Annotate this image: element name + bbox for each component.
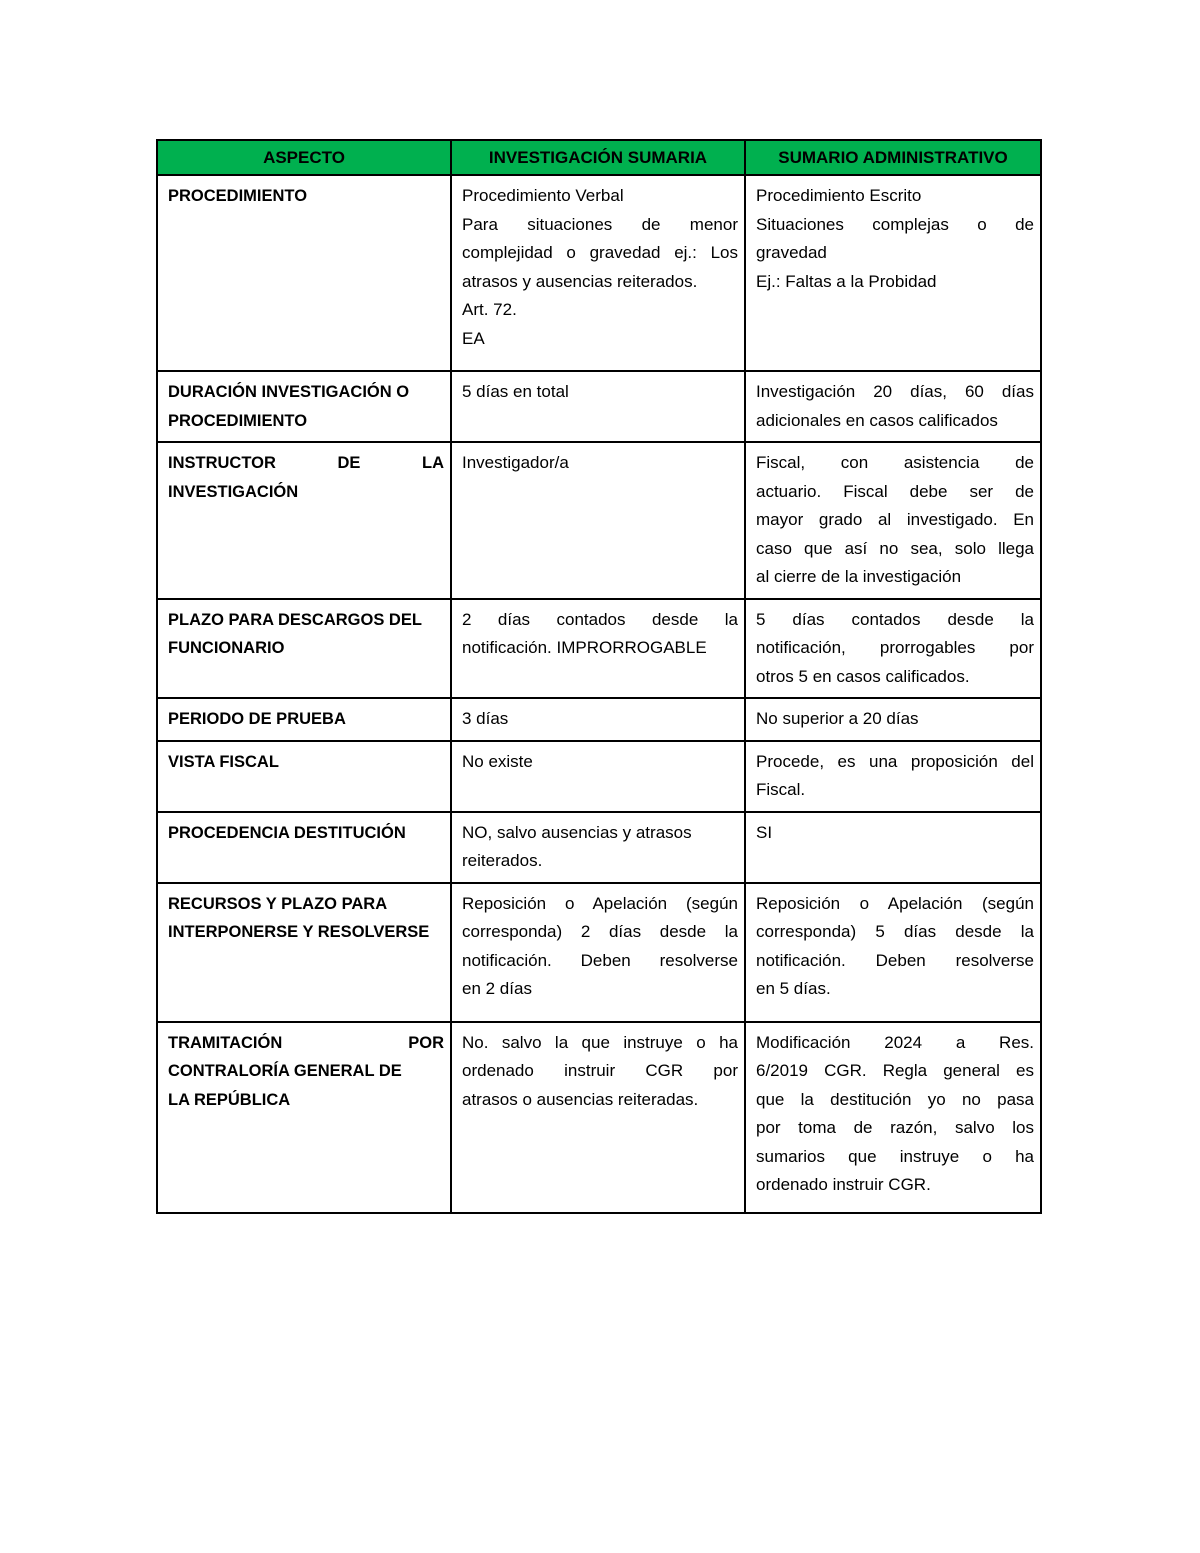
sumaria-cell	[451, 599, 745, 699]
header-row	[157, 140, 1041, 175]
cell-line: TRAMITACIÓN POR	[168, 1033, 444, 1052]
cell-line: notificación. IMPRORROGABLE	[462, 638, 707, 657]
cell-line: sumarios que instruye o ha	[756, 1146, 1034, 1166]
sumaria-cell	[451, 1022, 745, 1213]
cell-line: mayor grado al investigado. En	[756, 510, 1034, 529]
administrativo-cell	[745, 1022, 1041, 1213]
cell-line: Art. 72.	[462, 300, 517, 319]
administrativo-cell	[745, 599, 1041, 699]
aspect-cell	[157, 812, 451, 883]
sumaria-cell	[451, 883, 745, 1022]
cell-line: Ej.: Faltas a la Probidad	[756, 271, 937, 291]
cell-line: complejidad o gravedad ej.: Los	[462, 243, 738, 262]
cell-line: Situaciones complejas o de	[756, 214, 1034, 234]
cell-line: corresponda) 5 días desde la	[756, 922, 1034, 941]
cell-line: No existe	[462, 751, 533, 771]
cell-line: CONTRALORÍA GENERAL DE	[168, 1062, 402, 1080]
cell-line: PROCEDIMIENTO	[168, 187, 308, 205]
cell-line: atrasos o ausencias reiteradas.	[462, 1089, 699, 1109]
cell-line: Fiscal.	[756, 780, 806, 799]
cell-line: adicionales en casos calificados	[756, 410, 998, 430]
cell-line: actuario. Fiscal debe ser de	[756, 481, 1034, 501]
administrativo-cell	[745, 175, 1041, 371]
cell-line: DURACIÓN INVESTIGACIÓN O	[168, 383, 410, 401]
table-row	[157, 599, 1041, 699]
table-row	[157, 812, 1041, 883]
aspect-cell	[157, 698, 451, 741]
sumaria-cell	[451, 698, 745, 741]
cell-line: PROCEDIMIENTO	[168, 411, 308, 430]
cell-line: PLAZO PARA DESCARGOS DEL	[168, 610, 422, 629]
cell-line: ordenado instruir CGR.	[756, 1175, 931, 1194]
cell-line: atrasos y ausencias reiterados.	[462, 271, 698, 291]
cell-line: NO, salvo ausencias y atrasos	[462, 822, 692, 842]
table-row	[157, 883, 1041, 1022]
table-row	[157, 371, 1041, 442]
cell-line: VISTA FISCAL	[168, 752, 279, 771]
cell-line: LA REPÚBLICA	[168, 1090, 291, 1109]
cell-line: Para situaciones de menor	[462, 214, 738, 234]
cell-line: en 2 días	[462, 979, 532, 998]
cell-line: ordenado instruir CGR por	[462, 1061, 738, 1080]
cell-line: INVESTIGACIÓN	[168, 482, 299, 501]
cell-line: PROCEDENCIA DESTITUCIÓN	[168, 823, 406, 842]
administrativo-cell	[745, 812, 1041, 883]
administrativo-cell	[745, 698, 1041, 741]
cell-line: INSTRUCTOR DE LA	[168, 454, 444, 472]
cell-line: RECURSOS Y PLAZO PARA	[168, 894, 388, 913]
cell-line: SI	[756, 822, 773, 842]
sumaria-cell	[451, 812, 745, 883]
cell-line: 6/2019 CGR. Regla general es	[756, 1061, 1034, 1080]
cell-line: Procedimiento Verbal	[462, 186, 624, 205]
table-row	[157, 1022, 1041, 1213]
cell-line: 5 días en total	[462, 382, 569, 401]
comparison-table	[156, 139, 1042, 1214]
cell-line: por toma de razón, salvo los	[756, 1118, 1034, 1137]
aspect-cell	[157, 371, 451, 442]
cell-line: EA	[462, 328, 485, 348]
cell-line: notificación. Deben resolverse	[462, 950, 738, 970]
cell-line: INTERPONERSE Y RESOLVERSE	[168, 923, 430, 941]
cell-line: caso que así no sea, solo llega	[756, 538, 1034, 558]
cell-line: reiterados.	[462, 851, 543, 870]
cell-line: notificación. Deben resolverse	[756, 950, 1034, 970]
cell-line: Investigador/a	[462, 453, 569, 472]
cell-line: 2 días contados desde la	[462, 609, 738, 629]
administrativo-cell	[745, 442, 1041, 599]
table-row	[157, 175, 1041, 371]
aspect-cell	[157, 883, 451, 1022]
cell-line: Procedimiento Escrito	[756, 186, 922, 205]
sumaria-cell	[451, 175, 745, 371]
header-investigacion-sumaria: INVESTIGACIÓN SUMARIA	[451, 140, 745, 175]
cell-line: Fiscal, con asistencia de	[756, 453, 1034, 472]
cell-line: No. salvo la que instruye o ha	[462, 1032, 738, 1052]
table-row	[157, 741, 1041, 812]
cell-line: al cierre de la investigación	[756, 567, 962, 586]
cell-line: en 5 días.	[756, 979, 831, 998]
cell-line: gravedad	[756, 243, 827, 262]
cell-line: Modificación 2024 a Res.	[756, 1032, 1034, 1052]
table-row	[157, 442, 1041, 599]
administrativo-cell	[745, 741, 1041, 812]
cell-line: Reposición o Apelación (según	[756, 893, 1034, 913]
header-sumario-administrativo: SUMARIO ADMINISTRATIVO	[745, 140, 1041, 175]
cell-line: 3 días	[462, 709, 509, 728]
aspect-cell	[157, 175, 451, 371]
header-aspecto: ASPECTO	[157, 140, 451, 175]
cell-line: otros 5 en casos calificados.	[756, 666, 970, 686]
aspect-cell	[157, 1022, 451, 1213]
aspect-cell	[157, 599, 451, 699]
cell-line: corresponda) 2 días desde la	[462, 922, 738, 941]
sumaria-cell	[451, 442, 745, 599]
cell-line: PERIODO DE PRUEBA	[168, 710, 346, 728]
administrativo-cell	[745, 371, 1041, 442]
sumaria-cell	[451, 741, 745, 812]
cell-line: notificación, prorrogables por	[756, 638, 1034, 657]
cell-line: No superior a 20 días	[756, 709, 919, 728]
cell-line: 5 días contados desde la	[756, 609, 1034, 629]
cell-line: Investigación 20 días, 60 días	[756, 382, 1034, 401]
cell-line: Procede, es una proposición del	[756, 751, 1034, 771]
sumaria-cell	[451, 371, 745, 442]
cell-line: que la destitución yo no pasa	[756, 1089, 1034, 1109]
administrativo-cell	[745, 883, 1041, 1022]
aspect-cell	[157, 442, 451, 599]
cell-line: Reposición o Apelación (según	[462, 893, 738, 913]
aspect-cell	[157, 741, 451, 812]
table-row	[157, 698, 1041, 741]
cell-line: FUNCIONARIO	[168, 639, 285, 657]
